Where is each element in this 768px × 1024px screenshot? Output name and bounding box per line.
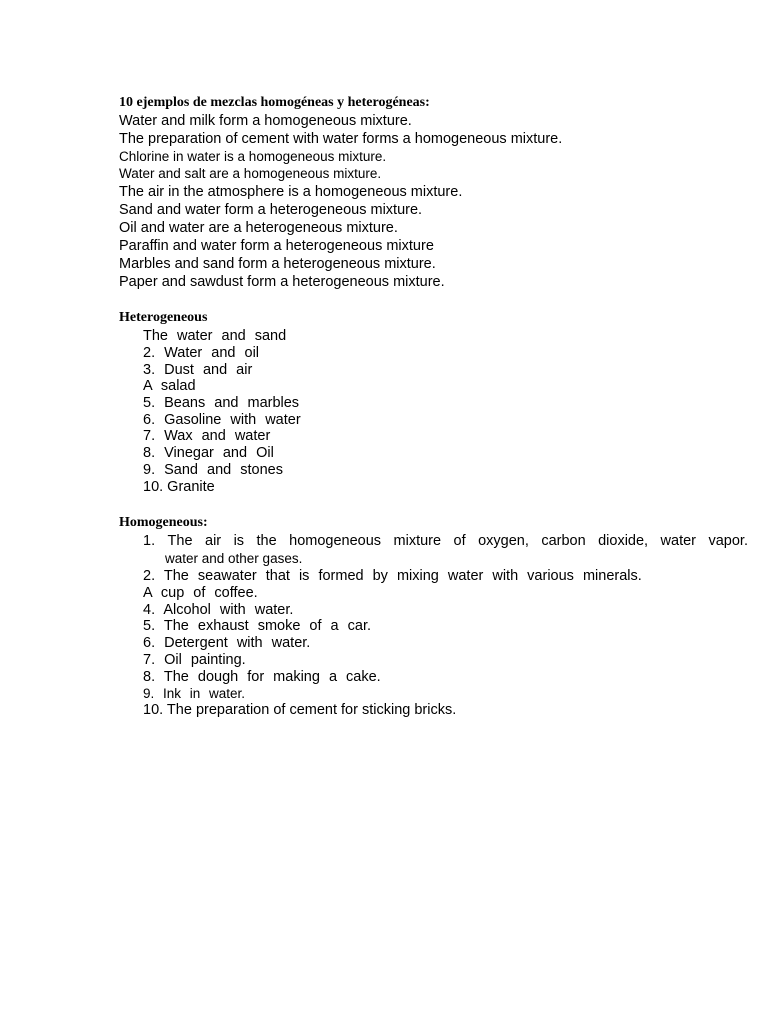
word: The [167, 533, 193, 549]
homogeneous-heading: Homogeneous: [119, 515, 208, 530]
homogeneous-item: 7. Oil painting. [143, 652, 246, 668]
intro-line: Chlorine in water is a homogeneous mixture. [119, 149, 387, 164]
heterogeneous-heading: Heterogeneous [119, 310, 208, 325]
heterogeneous-item: A salad [143, 378, 196, 394]
intro-line: Paraffin and water form a heterogeneous mixture [119, 238, 434, 254]
word: is [233, 533, 245, 549]
word: 1. [143, 533, 156, 549]
homogeneous-item: 5. The exhaust smoke of a car. [143, 618, 372, 634]
heterogeneous-item: 5. Beans and marbles [143, 395, 300, 411]
intro-line: Paper and sawdust form a heterogeneous mixture. [119, 274, 445, 290]
word: the [256, 533, 277, 549]
word: vapor. [708, 533, 748, 549]
word: oxygen, [478, 533, 529, 549]
homogeneous-item: 8. The dough for making a cake. [143, 669, 381, 685]
intro-line: The preparation of cement with water forms a homogeneous mixture. [119, 131, 563, 147]
intro-line: Sand and water form a heterogeneous mixture. [119, 202, 423, 218]
intro-line: Marbles and sand form a heterogeneous mixture. [119, 256, 436, 272]
word: homogeneous [289, 533, 382, 549]
intro-line: Oil and water are a heterogeneous mixture. [119, 220, 398, 236]
homogeneous-item-1 [143, 532, 748, 550]
homogeneous-item-continuation: water and other gases. [165, 551, 303, 566]
word: mixture [393, 533, 442, 549]
word: air [205, 533, 222, 549]
word: dioxide, [598, 533, 649, 549]
heterogeneous-item: 10. Granite [143, 479, 215, 495]
word: of [453, 533, 466, 549]
homogeneous-item: A cup of coffee. [143, 585, 258, 601]
heterogeneous-item: 8. Vinegar and Oil [143, 445, 274, 461]
heterogeneous-item: 7. Wax and water [143, 428, 271, 444]
homogeneous-item: 6. Detergent with water. [143, 635, 311, 651]
heterogeneous-item: 9. Sand and stones [143, 462, 283, 478]
homogeneous-item: 9. Ink in water. [143, 686, 246, 701]
heterogeneous-item: 2. Water and oil [143, 345, 260, 361]
homogeneous-item: 2. The seawater that is formed by mixing water with various minerals. [143, 568, 642, 584]
homogeneous-item: 4. Alcohol with water. [143, 602, 294, 618]
document-title: 10 ejemplos de mezclas homogéneas y heterogéneas: [119, 95, 430, 110]
heterogeneous-item: The water and sand [143, 328, 287, 344]
word: water [660, 533, 697, 549]
intro-line: The air in the atmosphere is a homogeneous mixture. [119, 184, 463, 200]
intro-line: Water and milk form a homogeneous mixture. [119, 113, 412, 129]
homogeneous-item: 10. The preparation of cement for sticking bricks. [143, 702, 457, 718]
intro-line: Water and salt are a homogeneous mixture. [119, 166, 382, 181]
word: carbon [541, 533, 586, 549]
heterogeneous-item: 3. Dust and air [143, 362, 253, 378]
heterogeneous-item: 6. Gasoline with water [143, 412, 301, 428]
